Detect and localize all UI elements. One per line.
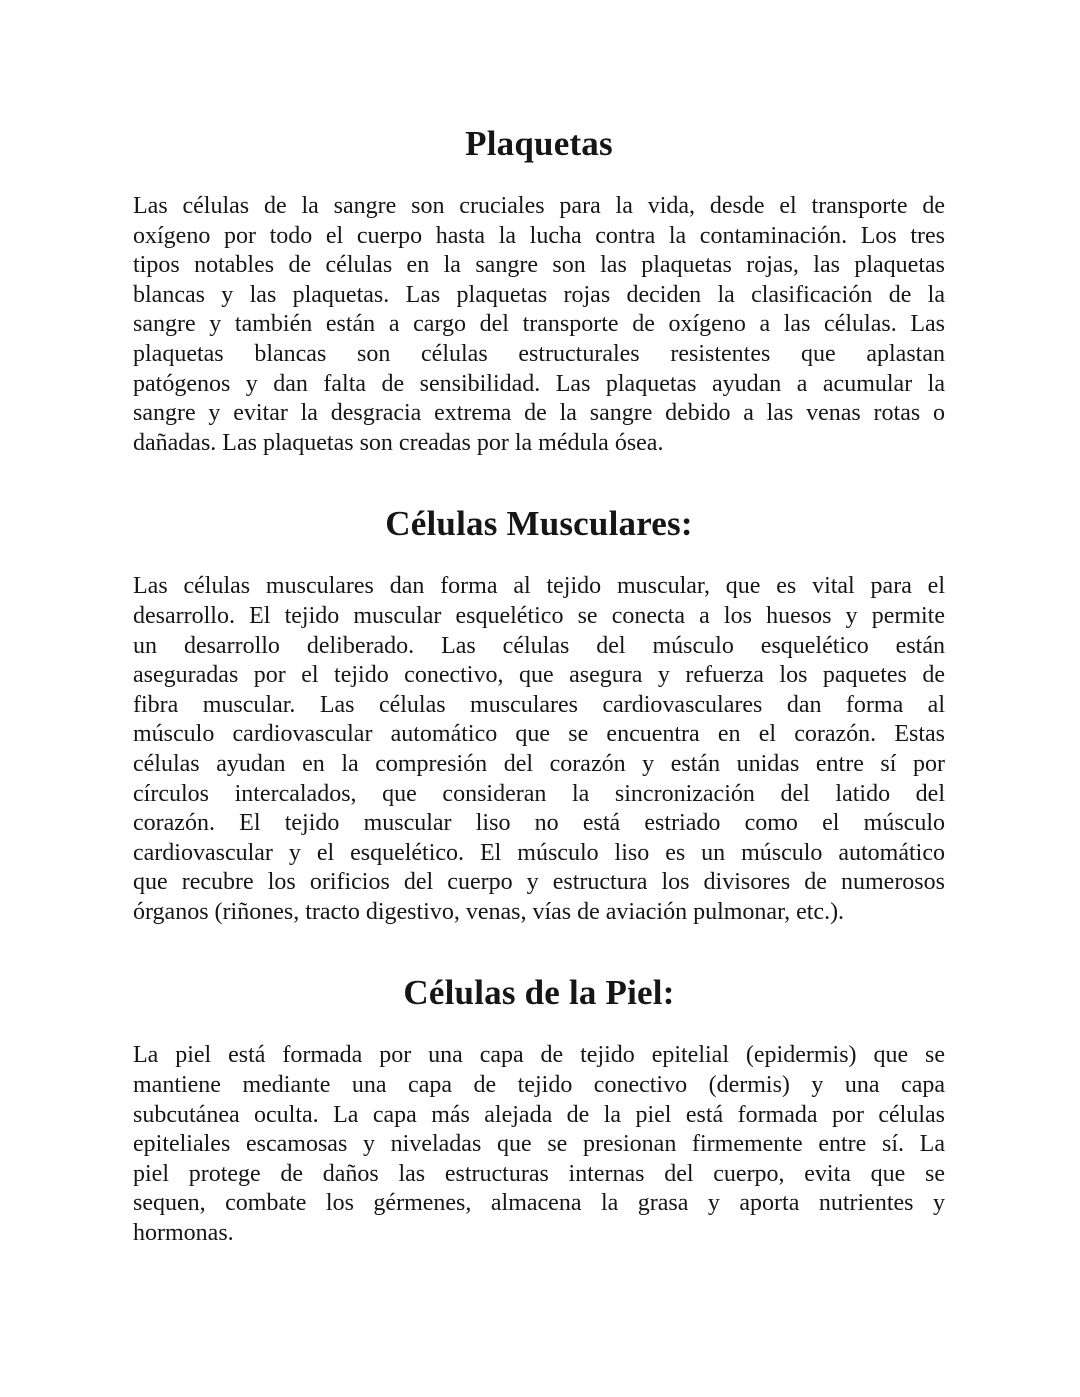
paragraph-line: epiteliales escamosas y niveladas que se presionan firmemente entre sí. La xyxy=(133,1131,945,1158)
paragraph-line: órganos (riñones, tracto digestivo, venas, vías de aviación pulmonar, etc.). xyxy=(133,898,845,925)
paragraph-line: músculo cardiovascular automático que se encuentra en el corazón. Estas xyxy=(133,721,945,748)
paragraph-line: círculos intercalados, que consideran la sincronización del latido del xyxy=(133,780,945,807)
paragraph-line: sangre y también están a cargo del transporte de oxígeno a las células. Las xyxy=(133,311,945,338)
paragraph-line: La piel está formada por una capa de tejido epitelial (epidermis) que se xyxy=(133,1042,945,1069)
document-body xyxy=(133,0,945,1249)
paragraph-line: dañadas. Las plaquetas son creadas por la médula ósea. xyxy=(133,429,664,456)
paragraph-line: blancas y las plaquetas. Las plaquetas rojas deciden la clasificación de la xyxy=(133,281,945,308)
paragraph-line: hormonas. xyxy=(133,1220,234,1247)
paragraph-line: oxígeno por todo el cuerpo hasta la lucha contra la contaminación. Los tres xyxy=(133,222,945,249)
paragraph xyxy=(133,1041,945,1248)
paragraph-line: sequen, combate los gérmenes, almacena la grasa y aporta nutrientes y xyxy=(133,1190,945,1217)
paragraph-line: desarrollo. El tejido muscular esquelético se conecta a los huesos y permite xyxy=(133,602,945,629)
paragraph-line: Las células de la sangre son cruciales para la vida, desde el transporte de xyxy=(133,193,945,219)
paragraph-line: Las células musculares dan forma al tejido muscular, que es vital para el xyxy=(133,573,945,600)
paragraph-line: mantiene mediante una capa de tejido conectivo (dermis) y una capa xyxy=(133,1072,945,1099)
paragraph-line: tipos notables de células en la sangre son las plaquetas rojas, las plaquetas xyxy=(133,252,945,279)
paragraph-line: patógenos y dan falta de sensibilidad. Las plaquetas ayudan a acumular la xyxy=(133,370,945,397)
section-heading: Células Musculares: xyxy=(385,504,693,544)
paragraph-line: fibra muscular. Las células musculares cardiovasculares dan forma al xyxy=(133,691,945,718)
paragraph-line: corazón. El tejido muscular liso no está estriado como el músculo xyxy=(133,810,945,837)
paragraph-line: aseguradas por el tejido conectivo, que asegura y refuerza los paquetes de xyxy=(133,662,945,689)
paragraph-line: que recubre los orificios del cuerpo y estructura los divisores de numerosos xyxy=(133,869,945,896)
paragraph-line: plaquetas blancas son células estructurales resistentes que aplastan xyxy=(133,340,945,367)
paragraph xyxy=(133,572,945,927)
paragraph-line: piel protege de daños las estructuras internas del cuerpo, evita que se xyxy=(133,1160,945,1187)
section-heading: Plaquetas xyxy=(465,124,613,163)
section-heading: Células de la Piel: xyxy=(403,973,675,1013)
paragraph-line: células ayudan en la compresión del corazón y están unidas entre sí por xyxy=(133,750,945,777)
paragraph xyxy=(133,192,945,458)
paragraph-line: un desarrollo deliberado. Las células del músculo esquelético están xyxy=(133,632,945,659)
paragraph-line: cardiovascular y el esquelético. El músculo liso es un músculo automático xyxy=(133,839,945,866)
paragraph-line: subcutánea oculta. La capa más alejada de la piel está formada por células xyxy=(133,1101,945,1128)
paragraph-line: sangre y evitar la desgracia extrema de la sangre debido a las venas rotas o xyxy=(133,400,945,427)
